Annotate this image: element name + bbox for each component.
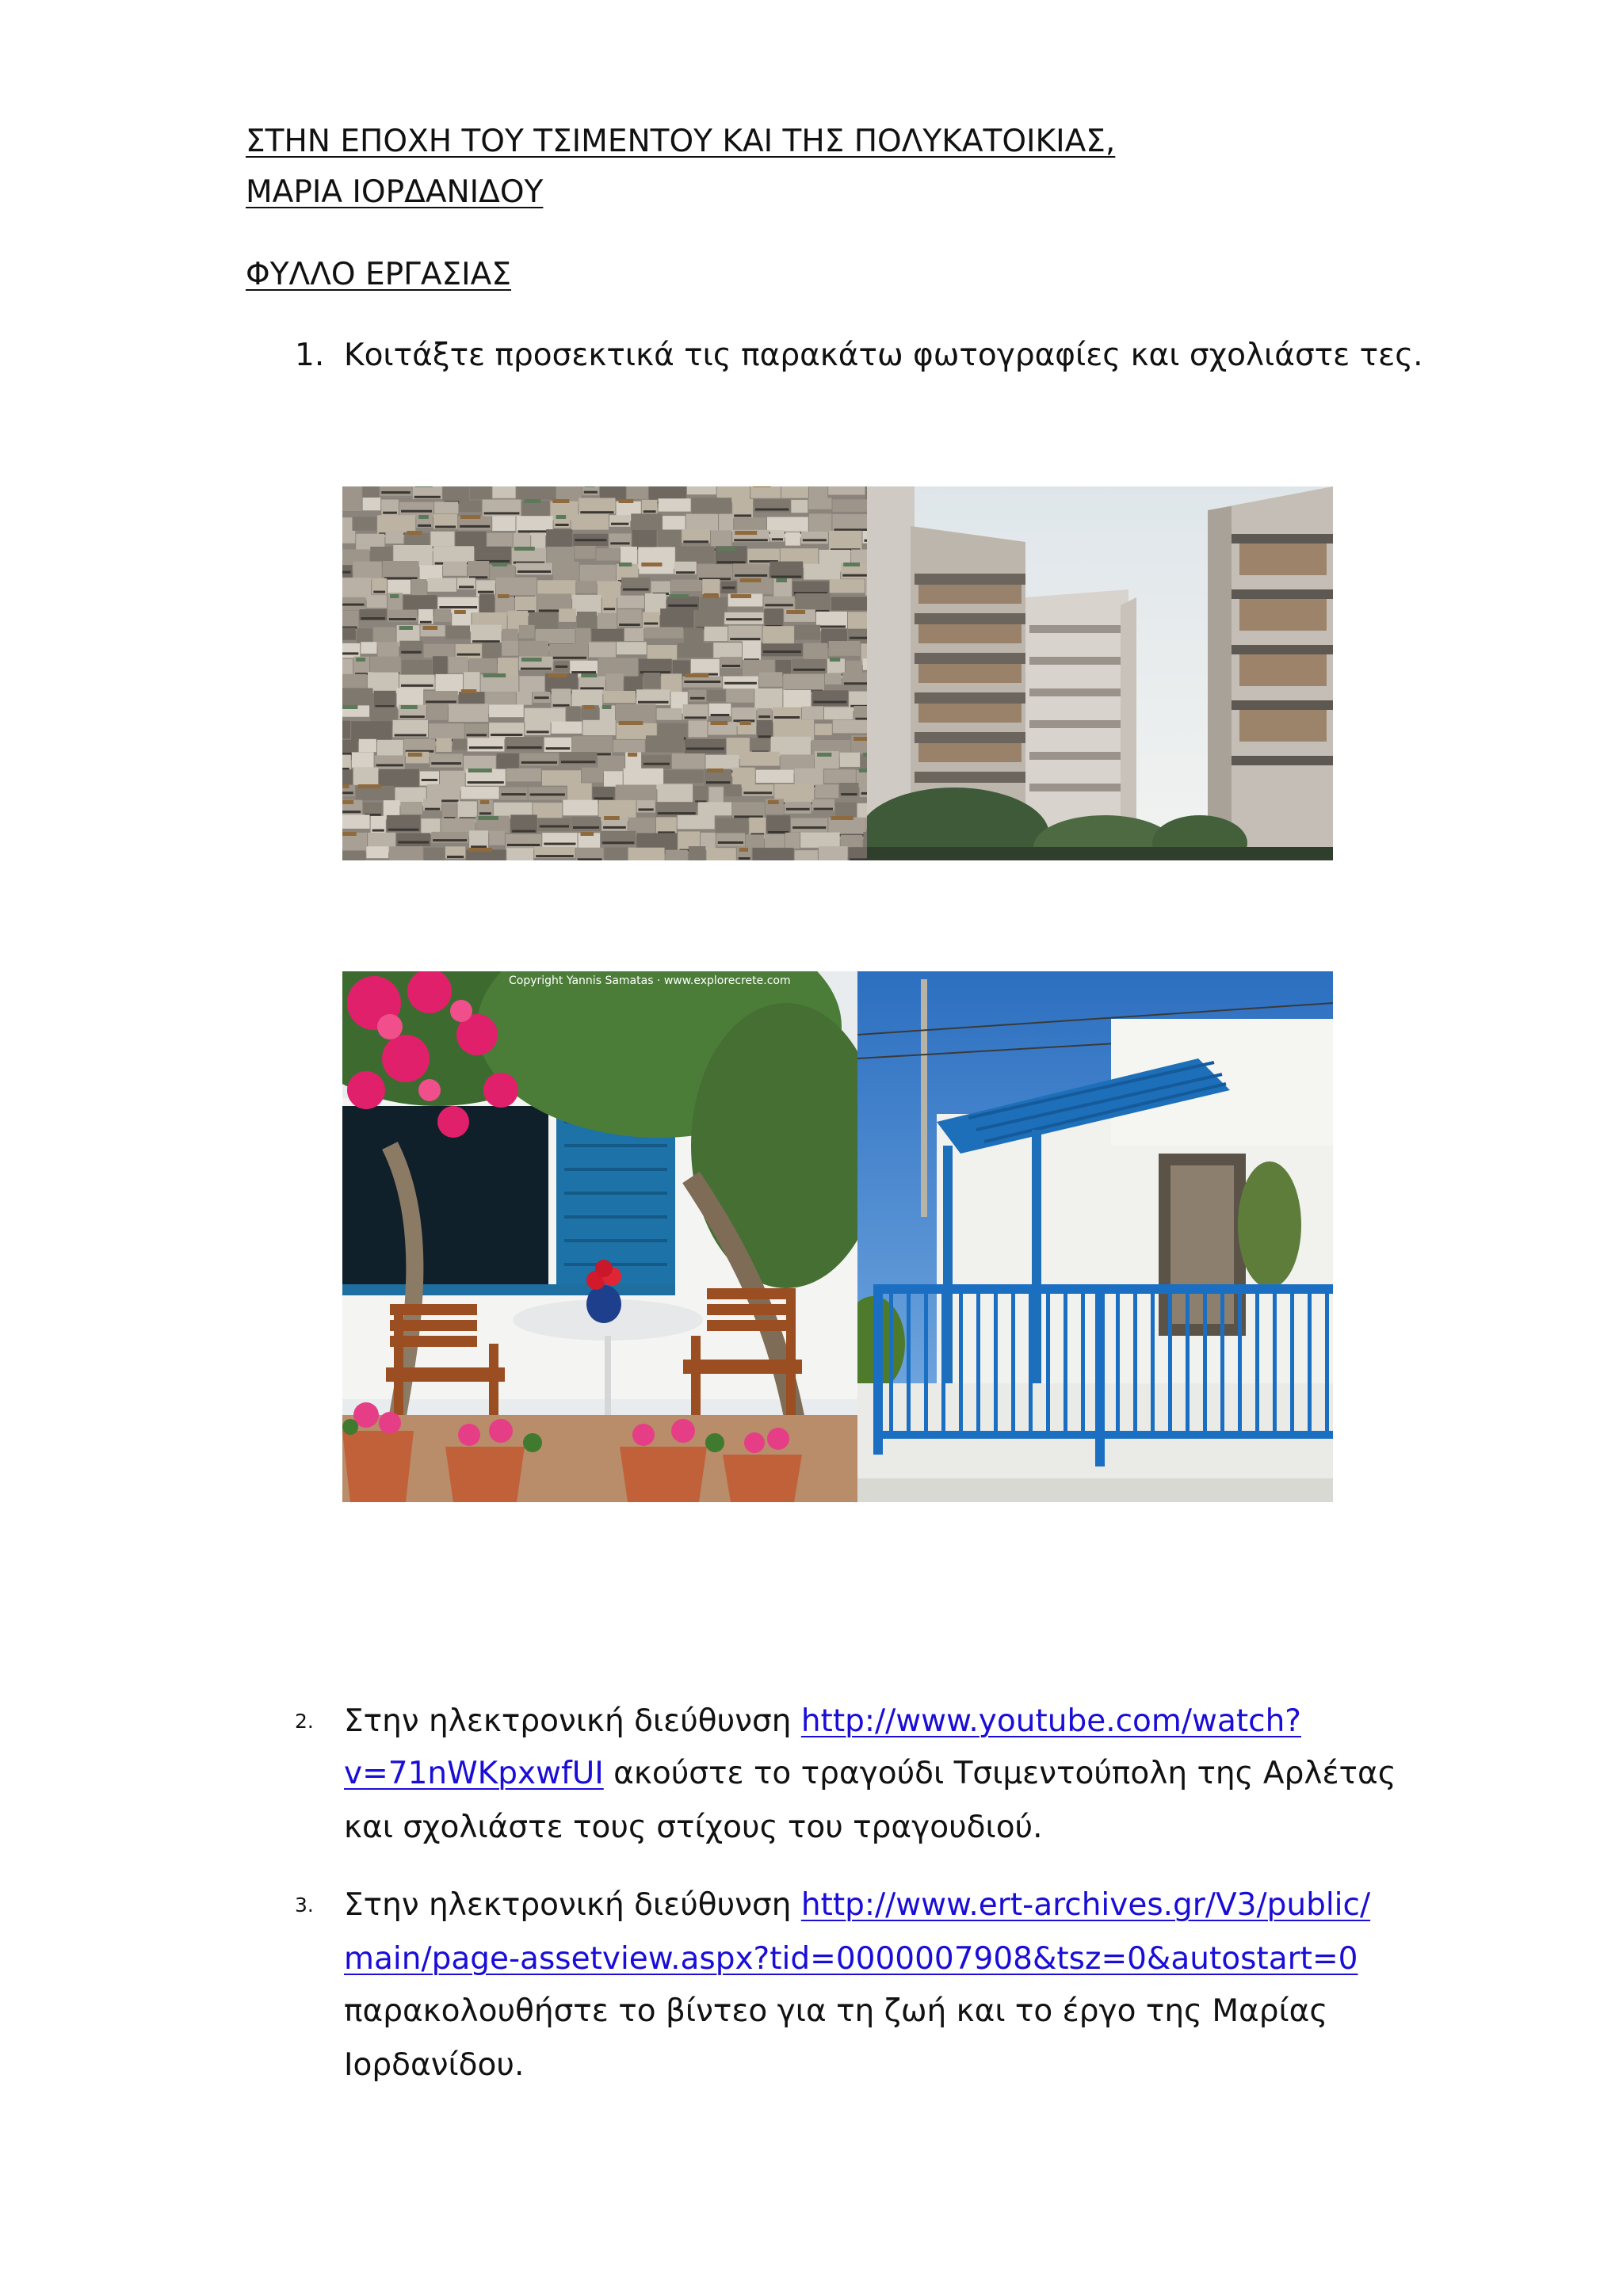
- question-3-line4: Ιορδανίδου.: [344, 2047, 525, 2083]
- photo-apartment-blocks: [867, 486, 1333, 860]
- youtube-link-part2[interactable]: v=71nWKpxwfUI: [344, 1756, 604, 1791]
- question-2-suffix: ακούστε το τραγούδι Τσιμεντούπολη της Αρλέτας: [603, 1756, 1396, 1791]
- question-3-number: 3.: [295, 1894, 314, 1917]
- question-1-text: Κοιτάξτε προσεκτικά τις παρακάτω φωτογραφίες και σχολιάστε τες.: [344, 338, 1423, 373]
- question-3-line1: [344, 1886, 1370, 1925]
- worksheet-title-line2: ΜΑΡΙΑ ΙΟΡΔΑΝΙΔΟΥ: [246, 174, 544, 210]
- photo-dense-city-rooftops: [342, 486, 867, 860]
- question-2-line1: [344, 1702, 1301, 1741]
- ert-archives-link-part2[interactable]: main/page-assetview.aspx?tid=0000007908&tsz=0&autostart=0: [344, 1941, 1358, 1977]
- photo-watermark: Copyright Yannis Samatas · www.explorecrete.com: [509, 974, 791, 987]
- worksheet-subtitle: ΦΥΛΛΟ ΕΡΓΑΣΙΑΣ: [246, 257, 512, 292]
- youtube-link-part1[interactable]: http://www.youtube.com/watch?: [800, 1703, 1301, 1739]
- worksheet-title-line1: ΣΤΗΝ ΕΠΟΧΗ ΤΟΥ ΤΣΙΜΕΝΤΟΥ ΚΑΙ ΤΗΣ ΠΟΛΥΚΑΤΟΙΚΙΑΣ,: [246, 124, 1116, 159]
- photo-white-house-blue-railing: [857, 971, 1333, 1502]
- question-3-prefix: Στην ηλεκτρονική διεύθυνση: [344, 1887, 801, 1923]
- question-2-line2: [344, 1754, 1396, 1794]
- question-3-line2: [344, 1939, 1358, 1979]
- question-2-line3: και σχολιάστε τους στίχους του τραγουδιού.: [344, 1810, 1043, 1845]
- question-2-prefix: Στην ηλεκτρονική διεύθυνση: [344, 1703, 801, 1739]
- question-3-line3: παρακολουθήστε το βίντεο για τη ζωή και το έργο της Μαρίας: [344, 1993, 1328, 2029]
- ert-archives-link-part1[interactable]: http://www.ert-archives.gr/V3/public/: [800, 1887, 1371, 1923]
- question-1-number: 1.: [295, 338, 325, 373]
- photo-courtyard-bougainvillea: [342, 971, 857, 1502]
- question-2-number: 2.: [295, 1710, 314, 1733]
